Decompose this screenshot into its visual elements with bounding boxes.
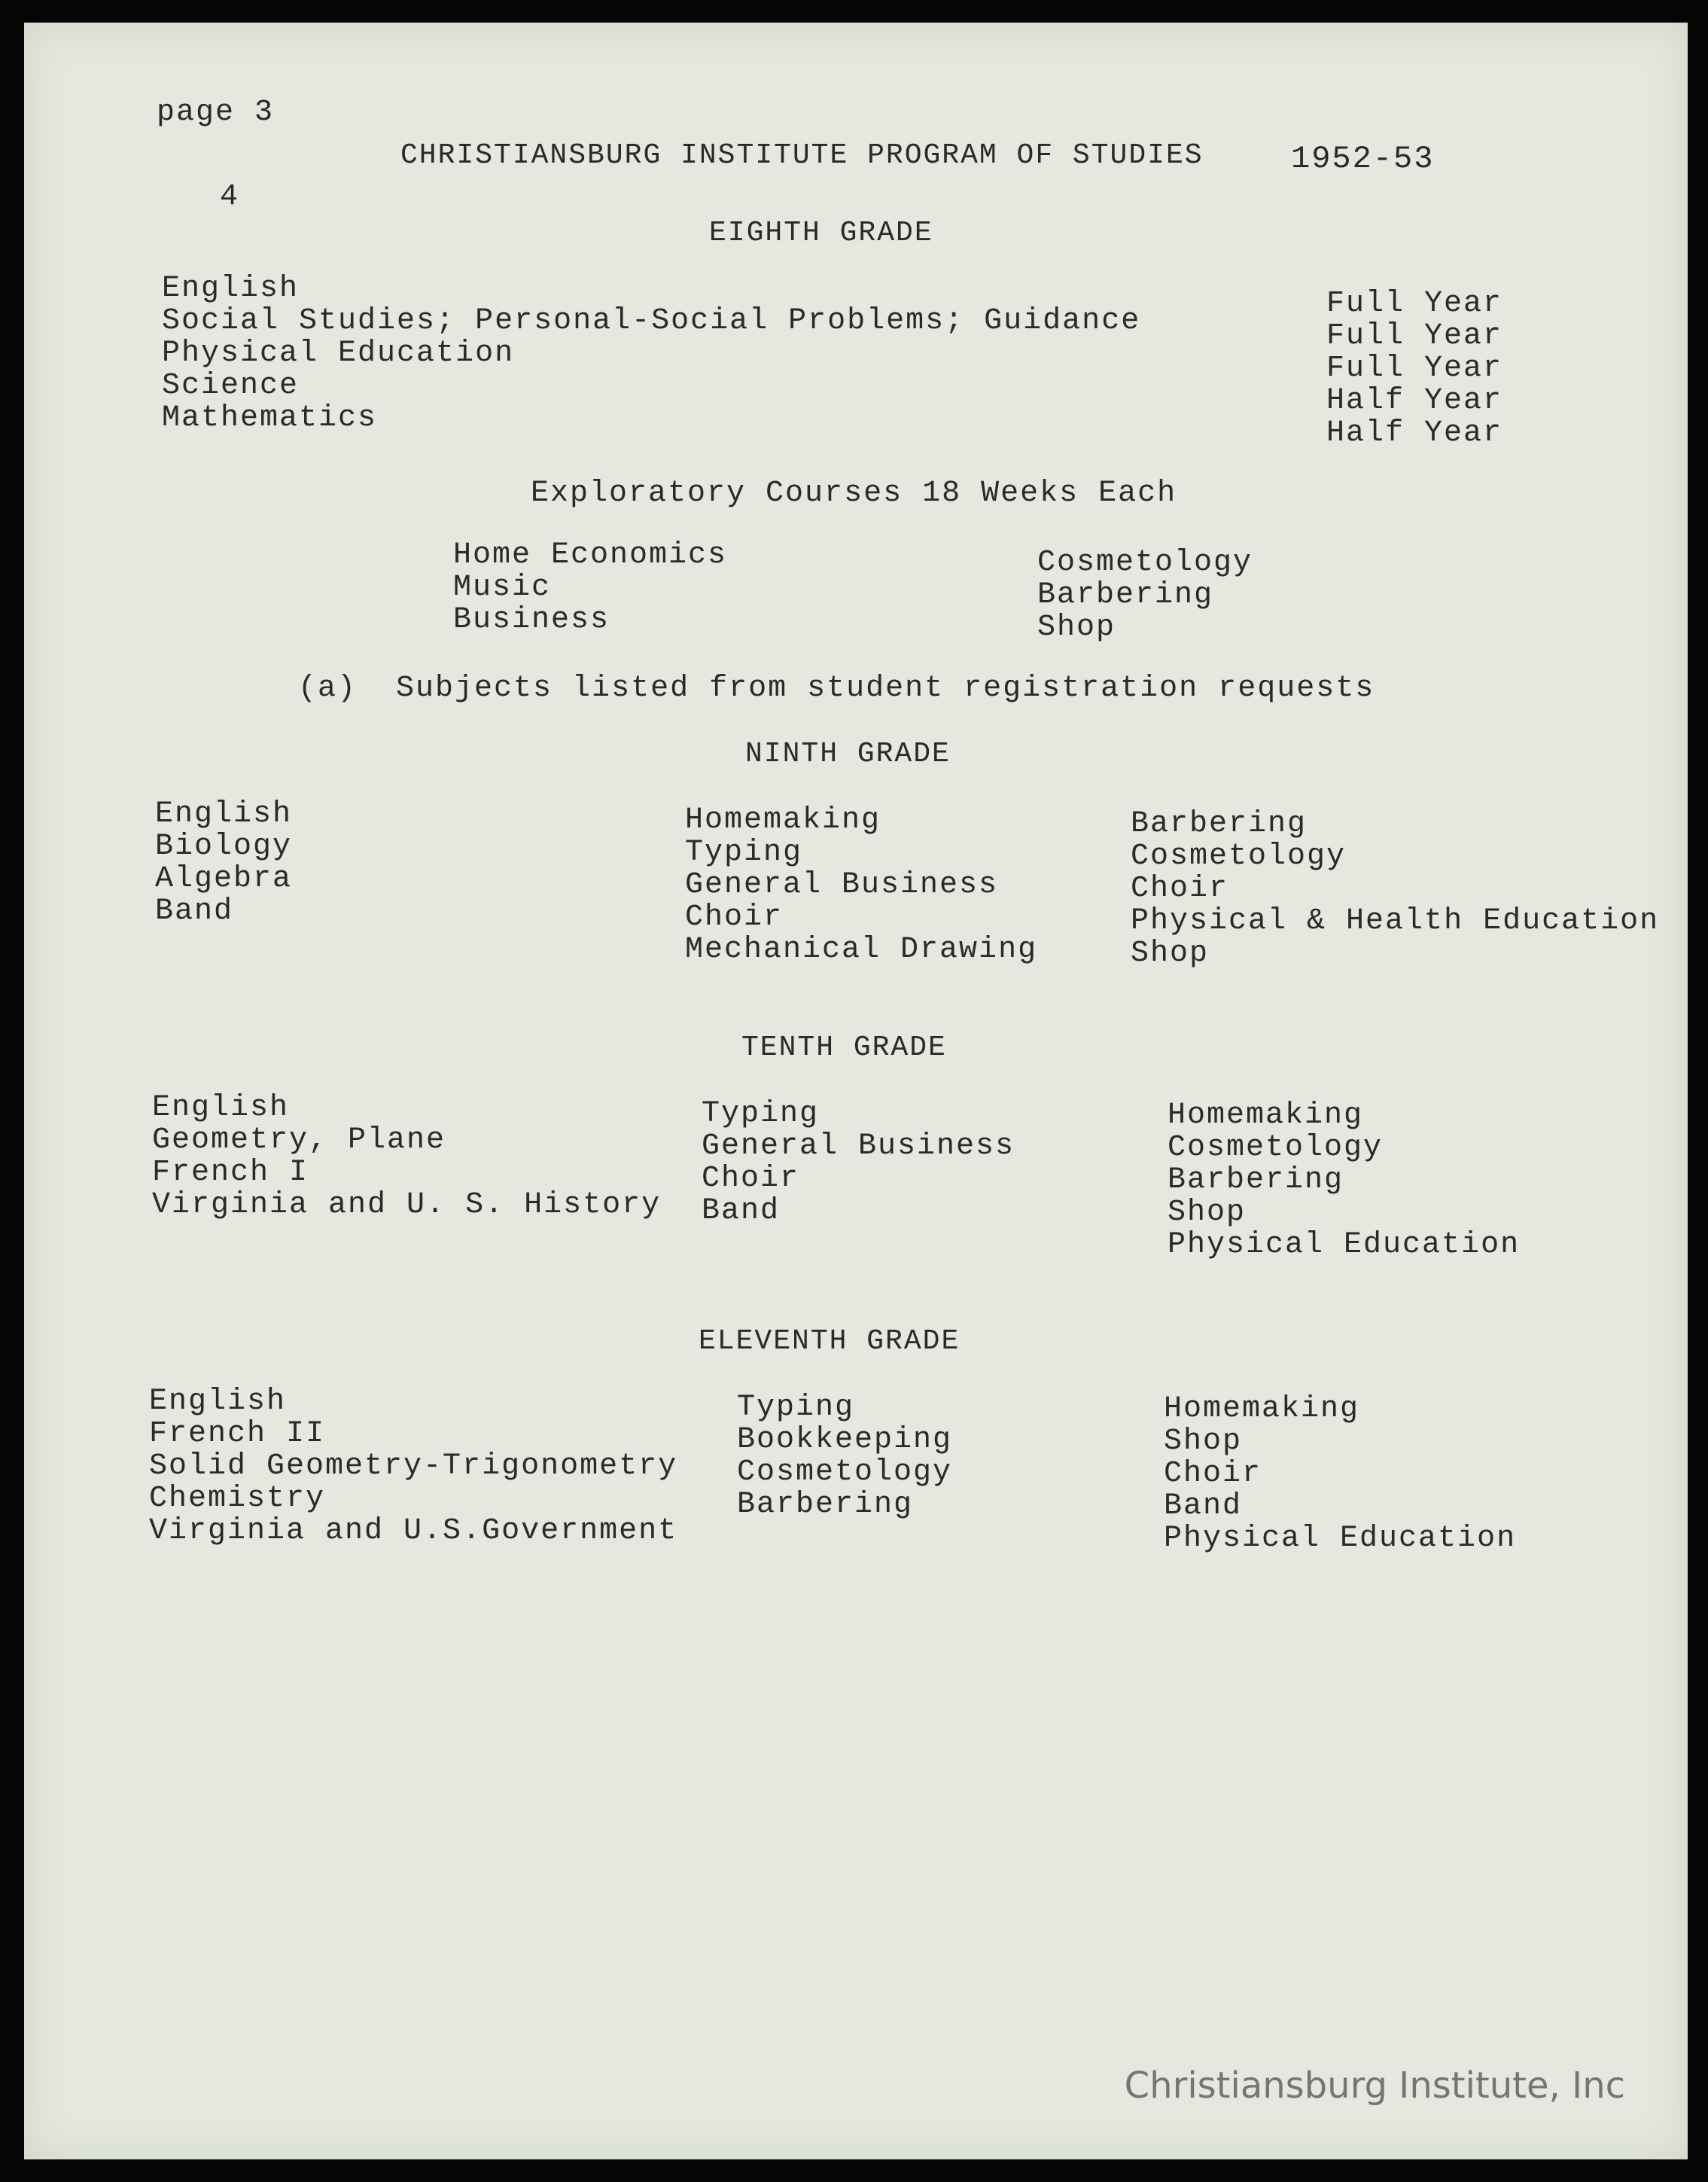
subject-name: Choir: [1164, 1457, 1262, 1491]
subject-name: Solid Geometry-Trigonometry: [149, 1449, 678, 1483]
subject-name: English: [152, 1091, 290, 1125]
subject-name: Science: [162, 369, 300, 403]
subject-name: General Business: [685, 868, 999, 902]
exploratory-heading: Exploratory Courses 18 Weeks Each: [531, 477, 1177, 510]
eighth-grade-subjects: [162, 273, 1140, 434]
subject-name: Typing: [737, 1391, 855, 1425]
subject-name: General Business: [702, 1129, 1015, 1163]
subject-name: Social Studies; Personal-Social Problems; Guidance: [162, 304, 1141, 338]
ninth-grade-col3: [1131, 808, 1659, 970]
exploratory-course: Shop: [1037, 611, 1116, 645]
subject-name: Choir: [702, 1162, 800, 1196]
subject-name: Physical Education: [162, 337, 515, 370]
subject-name: Band: [1164, 1489, 1243, 1523]
subject-name: Choir: [685, 901, 784, 934]
subject-name: Mathematics: [162, 401, 378, 435]
subject-name: Homemaking: [685, 803, 881, 837]
subject-name: Band: [702, 1194, 781, 1228]
subject-name: Typing: [702, 1097, 820, 1131]
subject-name: French I: [152, 1156, 309, 1190]
subject-duration: Full Year: [1326, 319, 1503, 353]
exploratory-left: [453, 539, 727, 636]
subject-name: Typing: [685, 836, 803, 870]
exploratory-right: [1037, 547, 1253, 644]
registration-note: (a) Subjects listed from student registration requests: [298, 672, 1375, 705]
subject-name: Homemaking: [1164, 1392, 1360, 1426]
tenth-grade-heading: TENTH GRADE: [741, 1032, 947, 1064]
watermark-credit: Christiansburg Institute, Inc: [1124, 2065, 1625, 2107]
eleventh-grade-col2: [737, 1391, 952, 1521]
subject-name: Cosmetology: [737, 1455, 953, 1489]
subject-name: Shop: [1131, 937, 1210, 971]
subject-duration: Half Year: [1326, 416, 1503, 450]
subject-name: Shop: [1164, 1425, 1243, 1458]
tenth-grade-col2: [702, 1098, 1015, 1227]
subject-name: Choir: [1131, 872, 1229, 906]
subject-name: Physical & Health Education: [1131, 904, 1660, 938]
document-title: CHRISTIANSBURG INSTITUTE PROGRAM OF STUDIES: [400, 139, 1204, 172]
subject-name: French II: [149, 1417, 326, 1451]
subject-name: Mechanical Drawing: [685, 933, 1038, 967]
subject-name: English: [162, 272, 300, 306]
page-label: page 3: [157, 96, 275, 130]
tenth-grade-col1: [152, 1092, 661, 1221]
subject-name: Chemistry: [149, 1482, 326, 1516]
subject-name: English: [149, 1385, 287, 1419]
eleventh-grade-col3: [1164, 1393, 1516, 1555]
exploratory-course: Music: [453, 571, 552, 605]
subject-name: Shop: [1168, 1196, 1247, 1230]
subject-name: Barbering: [1131, 807, 1308, 841]
ninth-grade-col2: [685, 804, 1037, 966]
subject-name: Virginia and U. S. History: [152, 1188, 662, 1222]
eleventh-grade-heading: ELEVENTH GRADE: [699, 1325, 961, 1358]
subject-duration: Full Year: [1326, 287, 1503, 321]
subject-name: Physical Education: [1164, 1522, 1517, 1556]
subject-name: Bookkeeping: [737, 1423, 953, 1457]
eighth-grade-heading: EIGHTH GRADE: [709, 217, 933, 249]
subject-duration: Full Year: [1326, 352, 1503, 386]
subject-name: Virginia and U.S.Government: [149, 1514, 678, 1548]
page-number: 4: [220, 180, 240, 214]
subject-name: English: [155, 797, 293, 831]
exploratory-course: Business: [453, 603, 610, 637]
exploratory-course: Barbering: [1037, 578, 1214, 612]
document-year: 1952-53: [1291, 141, 1435, 177]
eighth-grade-durations: [1326, 288, 1502, 450]
subject-name: Barbering: [737, 1488, 914, 1522]
tenth-grade-col3: [1168, 1099, 1520, 1261]
exploratory-course: Cosmetology: [1037, 546, 1253, 580]
subject-name: Homemaking: [1168, 1099, 1364, 1132]
subject-name: Cosmetology: [1168, 1131, 1384, 1165]
subject-name: Cosmetology: [1131, 840, 1347, 873]
subject-name: Biology: [155, 830, 293, 864]
subject-name: Algebra: [155, 862, 293, 896]
ninth-grade-col1: [155, 798, 292, 928]
subject-name: Barbering: [1168, 1163, 1344, 1197]
exploratory-course: Home Economics: [453, 538, 728, 572]
eleventh-grade-col1: [149, 1385, 677, 1547]
subject-name: Physical Education: [1168, 1228, 1521, 1262]
ninth-grade-heading: NINTH GRADE: [745, 738, 951, 770]
subject-duration: Half Year: [1326, 384, 1503, 418]
subject-name: Geometry, Plane: [152, 1123, 446, 1157]
subject-name: Band: [155, 894, 234, 928]
